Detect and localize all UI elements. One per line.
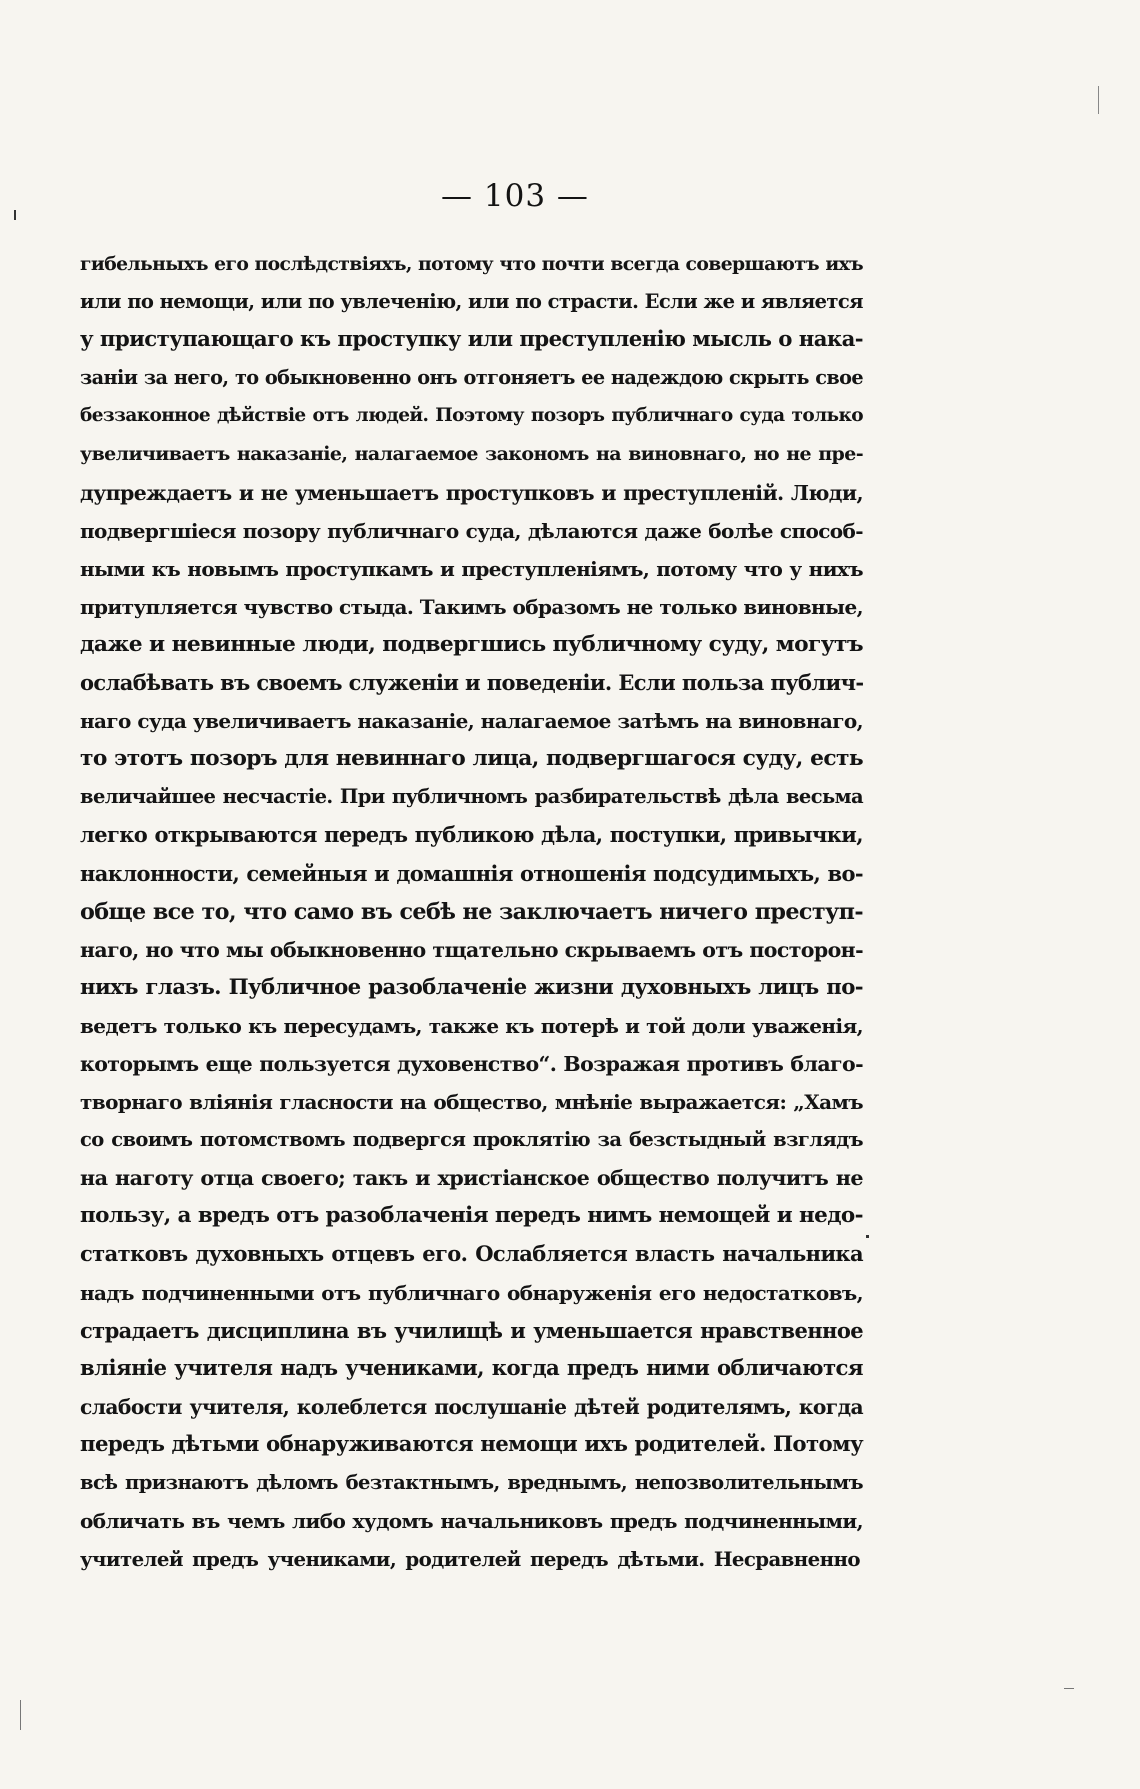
text-line: учителей предъ учениками, родителей передъ дѣтьми. Несравненно (80, 1547, 860, 1572)
text-line: притупляется чувство стыда. Такимъ образомъ не только виновные, (80, 594, 863, 619)
scan-speck (20, 1700, 21, 1730)
text-line: ведетъ только къ пересудамъ, также къ потерѣ и той доли уваженія, (80, 1013, 863, 1038)
text-line: у приступающаго къ проступку или преступленію мысль о нака- (80, 327, 863, 353)
text-line: или по немощи, или по увлеченію, или по страсти. Если же и является (80, 290, 863, 314)
text-line: нихъ глазъ. Публичное разоблаченіе жизни духовныхъ лицъ по- (80, 974, 863, 1000)
text-line: на наготу отца своего; такъ и христіанское общество получитъ не (80, 1166, 863, 1191)
text-line: даже и невинные люди, подвергшись публичному суду, могутъ (80, 631, 863, 657)
text-line: легко открываются передъ публикою дѣла, поступки, привычки, (80, 822, 863, 848)
text-line: величайшее несчастіе. При публичномъ разбирательствѣ дѣла весьма (80, 785, 863, 809)
text-line: ослабѣвать въ своемъ служеніи и поведеніи. Если польза публич- (80, 670, 864, 696)
text-line: со своимъ потомствомъ подвергся проклятію за безстыдный взглядъ (80, 1128, 863, 1152)
text-line: статковъ духовныхъ отцевъ его. Ослабляется власть начальника (80, 1241, 863, 1267)
text-line: пользу, а вредъ отъ разоблаченія передъ нимъ немощей и недо- (80, 1203, 863, 1229)
text-line: наго суда увеличиваетъ наказаніе, налагаемое затѣмъ на виновнаго, (80, 709, 863, 734)
text-line: заніи за него, то обыкновенно онъ отгоняетъ ее надеждою скрыть свое (80, 366, 863, 390)
text-line: обличать въ чемъ либо худомъ начальниковъ предъ подчиненными, (80, 1509, 863, 1534)
text-line: вліяніе учителя надъ учениками, когда предъ ними обличаются (80, 1355, 863, 1381)
scan-speck (866, 1235, 869, 1238)
text-line: то этотъ позоръ для невиннаго лица, подвергшагося суду, есть (80, 746, 863, 772)
text-line: передъ дѣтьми обнаруживаются немощи ихъ родителей. Потому (80, 1431, 863, 1457)
text-line: которымъ еще пользуется духовенство“. Возражая противъ благо- (80, 1051, 863, 1076)
text-line: беззаконное дѣйствіе отъ людей. Поэтому позоръ публичнаго суда только (80, 405, 863, 427)
text-line: обще все то, что само въ себѣ не заключаетъ ничего преступ- (80, 898, 863, 925)
text-line: слабости учителя, колеблется послушаніе дѣтей родителямъ, когда (80, 1394, 863, 1419)
text-line: страдаетъ дисциплина въ училищѣ и уменьшается нравственное (80, 1317, 863, 1343)
text-line: ными къ новымъ проступкамъ и преступленіямъ, потому что у нихъ (80, 556, 863, 581)
text-line: дупреждаетъ и не уменьшаетъ проступковъ и преступленій. Люди, (80, 480, 863, 505)
text-line: гибельныхъ его послѣдствіяхъ, потому что почти всегда совершаютъ ихъ (80, 253, 863, 275)
text-line: всѣ признаютъ дѣломъ безтактнымъ, вреднымъ, непозволительнымъ (80, 1471, 863, 1494)
text-line: наго, но что мы обыкновенно тщательно скрываемъ отъ посторон- (80, 937, 863, 962)
text-line: творнаго вліянія гласности на общество, мнѣніе выражается: „Хамъ (80, 1090, 863, 1115)
text-line: увеличиваетъ наказаніе, налагаемое закономъ на виновнаго, но не пре- (80, 443, 863, 466)
scan-speck (1098, 86, 1099, 114)
scan-speck (14, 210, 16, 220)
body-text (80, 245, 863, 1578)
text-line: наклонности, семейныя и домашнія отношенія подсудимыхъ, во- (80, 860, 863, 886)
scan-speck (1064, 1688, 1074, 1689)
text-line: подвергшіеся позору публичнаго суда, дѣлаются даже болѣе способ- (80, 518, 863, 543)
page-number: — 103 — (441, 178, 589, 214)
text-line: надъ подчиненными отъ публичнаго обнаруженія его недостатковъ, (80, 1280, 863, 1305)
